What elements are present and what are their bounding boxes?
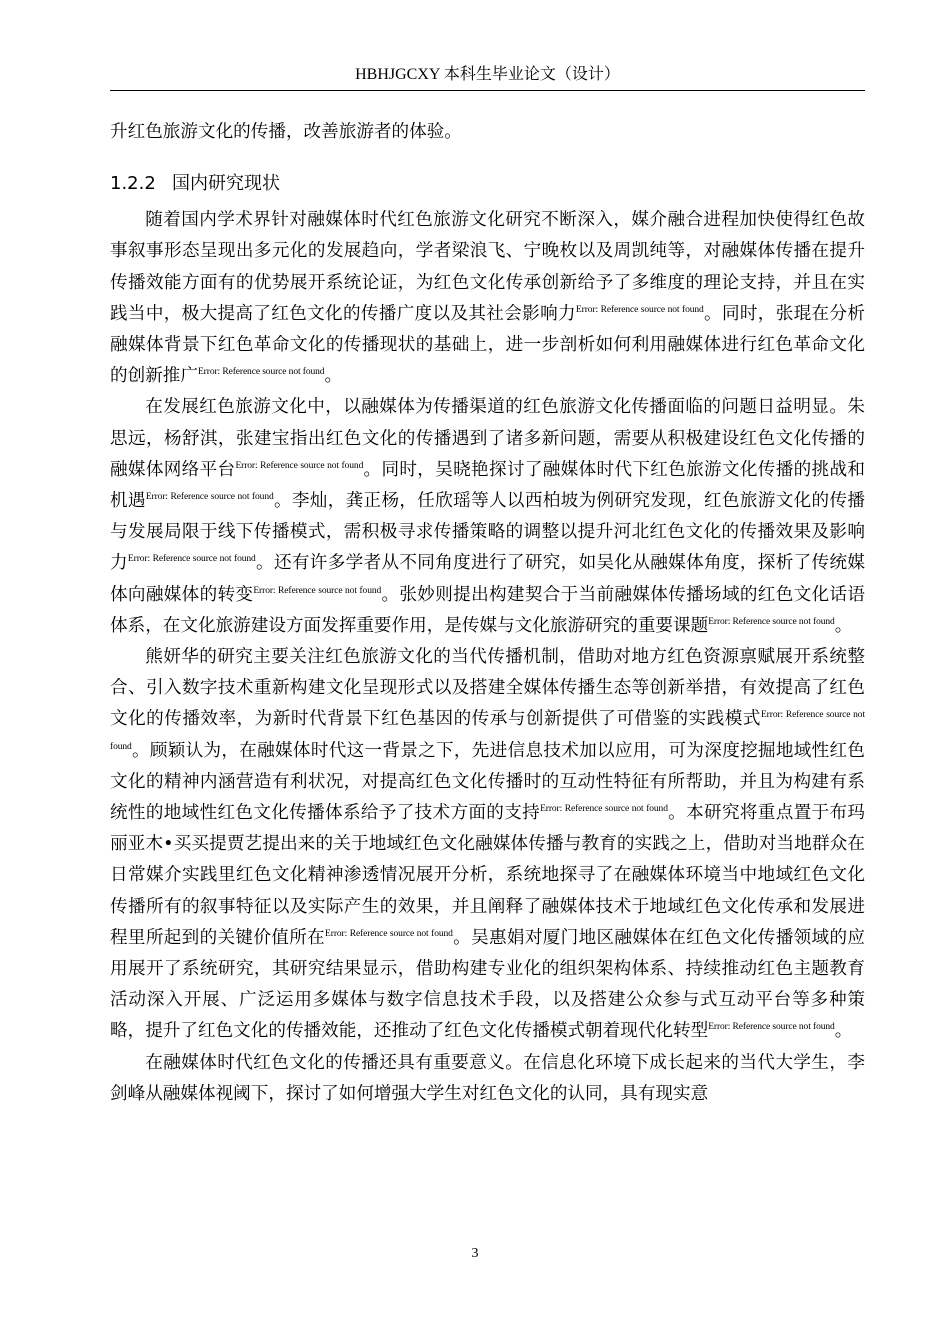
p2-text-4: 。还有许多学者从不同角度进行了研究，如吴化从融媒体角度，探析了传统媒体向融媒体的转变 bbox=[110, 553, 865, 605]
page-number: 3 bbox=[471, 1246, 479, 1261]
p2-text-2: 。同时，吴晓艳探讨了融媒体时代下红色旅游文化传播的挑战和机遇 bbox=[110, 459, 865, 512]
reference-error: Error: Reference source not found bbox=[197, 367, 325, 378]
section-title: 国内研究现状 bbox=[172, 173, 280, 195]
reference-error: Error: Reference source not found bbox=[708, 1022, 835, 1033]
reference-error: Error: Reference source not found bbox=[253, 585, 382, 596]
body-text bbox=[110, 117, 865, 1110]
paragraph-2 bbox=[110, 392, 865, 642]
p3-text-1: 熊妍华的研究主要关注红色旅游文化的当代传播机制，借助对地方红色资源禀赋展开系统整合、引入数字技术重新构建文化呈现形式以及搭建全媒体传播生态等创新举措，有效提高了红色文化的传播效率，为新时代背景下红色基因的传承与创新提供了可借鉴的实践模式 bbox=[110, 647, 865, 730]
p1-text-3: 。 bbox=[324, 366, 343, 387]
reference-error: Error: Reference source not found bbox=[145, 491, 274, 502]
p1-text-2: 。同时，张琨在分析融媒体背景下红色革命文化的传播现状的基础上，进一步剖析如何利用融媒体进行红色革命文化的创新推广 bbox=[110, 303, 865, 387]
section-number: 1.2.2 bbox=[110, 173, 156, 195]
p2-text-3: 。李灿，龚正杨，任欣瑶等人以西柏坡为例研究发现，红色旅游文化的传播与发展局限于线下传播模式，需积极寻求传播策略的调整以提升河北红色文化的传播效果及影响力 bbox=[110, 491, 865, 574]
header-rule bbox=[110, 90, 865, 91]
paragraph-4: 在融媒体时代红色文化的传播还具有重要意义。在信息化环境下成长起来的当代大学生，李剑峰从融媒体视阈下，探讨了如何增强大学生对红色文化的认同，具有现实意 bbox=[110, 1052, 865, 1104]
p2-text-1: 在发展红色旅游文化中，以融媒体为传播渠道的红色旅游文化传播面临的问题日益明显。朱思远，杨舒淇，张建宝指出红色文化的传播遇到了诸多新问题，需要从积极建设红色文化传播的融媒体网络平台 bbox=[110, 397, 865, 480]
p3-text-2: 。顾颖认为，在融媒体时代这一背景之下，先进信息技术加以应用，可为深度挖掘地域性红色文化的精神内涵营造有利状况，对提高红色文化传播时的互动性特征有所帮助，并且为构建有系统性的地域性红色文化传播体系给予了技术方面的支持 bbox=[110, 740, 865, 824]
p3-text-3: 。本研究将重点置于布玛丽亚木•买买提贾艺提出来的关于地域红色文化融媒体传播与教育的实践之上，借助对当地群众在日常媒介实践里红色文化精神渗透情况展开分析，系统地探寻了在融媒体环境当中地域红色文化传播所有的叙事特征以及实际产生的效果，并且阐释了融媒体技术于地域红色文化传承和发展进程里所起到的关键价值所在 bbox=[110, 803, 865, 948]
reference-error: Error: Reference source not found bbox=[708, 616, 835, 627]
paragraph-1 bbox=[110, 205, 865, 392]
reference-error: Error: Reference source not found bbox=[540, 803, 668, 814]
p2-text-5: 。张妙则提出构建契合于当前融媒体传播场域的红色文化话语体系，在文化旅游建设方面发挥重要作用，是传媒与文化旅游研究的重要课题 bbox=[110, 584, 865, 636]
opening-line: 升红色旅游文化的传播，改善旅游者的体验。 bbox=[110, 122, 462, 142]
reference-error: Error: Reference source not found bbox=[325, 928, 453, 939]
section-heading bbox=[110, 172, 865, 196]
reference-error: Error: Reference source not found bbox=[127, 554, 256, 565]
p3-text-4: 。吴惠娟对厦门地区融媒体在红色文化传播领域的应用展开了系统研究，其研究结果显示，借助构建专业化的组织架构体系、持续推动红色主题教育活动深入开展、广泛运用多媒体与数字信息技术手段，以及搭建公众参与式互动平台等多种策略，提升了红色文化的传播效能，还推动了红色文化传播模式朝着现代化转型 bbox=[110, 927, 865, 1042]
reference-error: Error: Reference source not found bbox=[235, 460, 364, 471]
running-header: HBHJGCXY 本科生毕业论文（设计） bbox=[355, 66, 620, 83]
reference-error: Error: Reference source not found bbox=[575, 304, 704, 315]
p2-text-6: 。 bbox=[834, 615, 853, 636]
reference-error: Error: Reference source not found bbox=[110, 710, 865, 752]
p3-text-5: 。 bbox=[834, 1021, 853, 1042]
paragraph-3 bbox=[110, 642, 865, 1048]
p1-text-1: 随着国内学术界针对融媒体时代红色旅游文化研究不断深入，媒介融合进程加快使得红色故事叙事形态呈现出多元化的发展趋向，学者梁浪飞、宁晚枚以及周凯纯等，对融媒体传播在提升传播效能方面有的优势展开系统论证，为红色文化传承创新给予了多维度的理论支持，并且在实践当中，极大提高了红色文化的传播广度以及其社会影响力 bbox=[110, 210, 865, 324]
